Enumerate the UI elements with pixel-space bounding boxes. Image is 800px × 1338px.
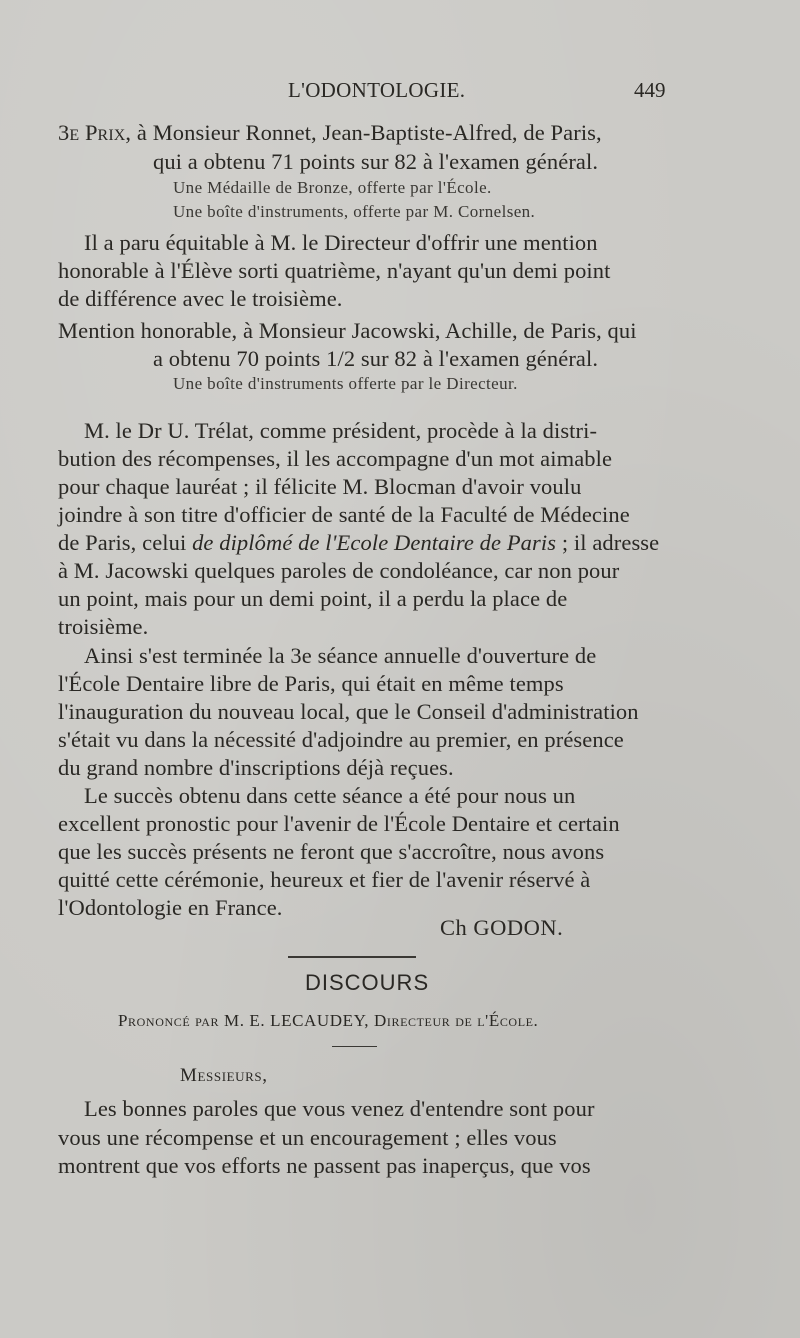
prize3-line1 — [58, 122, 602, 145]
ainsi-line2: l'École Dentaire libre de Paris, qui était en même temps — [58, 671, 564, 696]
ainsi-line4: s'était vu dans la nécessité d'adjoindre au premier, en présence — [58, 727, 624, 752]
ainsi-line5: du grand nombre d'inscriptions déjà reçues. — [58, 755, 454, 780]
trelat-line5-a: de Paris, celui — [58, 530, 193, 555]
succes-line3: que les succès présents ne feront que s'accroître, nous avons — [58, 839, 605, 864]
prize3-award1: Une Médaille de Bronze, offerte par l'École. — [173, 178, 492, 197]
trelat-line5-b: ; il adresse — [556, 530, 660, 555]
section-divider — [288, 956, 416, 958]
mention-para-line1: Il a paru équitable à M. le Directeur d'offrir une mention — [84, 230, 598, 255]
mention-line1: Mention honorable, à Monsieur Jacowski, Achille, de Paris, qui — [58, 318, 637, 343]
trelat-line3: pour chaque lauréat ; il félicite M. Blocman d'avoir voulu — [58, 474, 582, 499]
prize3-line2: qui a obtenu 71 points sur 82 à l'examen général. — [153, 149, 599, 174]
succes-line5: l'Odontologie en France. — [58, 895, 283, 920]
prize3-line1-text: à Monsieur Ronnet, Jean-Baptiste-Alfred, de Paris, — [131, 120, 602, 145]
trelat-line1: M. le Dr U. Trélat, comme président, procède à la distri- — [84, 418, 598, 443]
signature: Ch GODON. — [440, 915, 564, 940]
succes-line1: Le succès obtenu dans cette séance a été pour nous un — [84, 783, 576, 808]
ainsi-line3: l'inauguration du nouveau local, que le Conseil d'administration — [58, 699, 639, 724]
trelat-line8: troisième. — [58, 614, 149, 639]
mention-para-line2: honorable à l'Élève sorti quatrième, n'ayant qu'un demi point — [58, 258, 611, 283]
school-diploma-italic: de diplômé de l'Ecole Dentaire de Paris — [192, 530, 557, 555]
ainsi-line1: Ainsi s'est terminée la 3e séance annuelle d'ouverture de — [84, 643, 597, 668]
byline-divider — [332, 1046, 377, 1047]
running-title: L'ODONTOLOGIE. — [288, 78, 466, 102]
salutation: Messieurs, — [180, 1065, 268, 1086]
trelat-line2: bution des récompenses, il les accompagne d'un mot aimable — [58, 446, 613, 471]
trelat-line6: à M. Jacowski quelques paroles de condoléance, car non pour — [58, 558, 620, 583]
prize3-label: 3e Prix, — [58, 120, 132, 145]
mention-line2: a obtenu 70 points 1/2 sur 82 à l'examen général. — [153, 346, 599, 371]
mention-award: Une boîte d'instruments offerte par le Directeur. — [173, 374, 518, 393]
discours-byline: Prononcé par M. E. LECAUDEY, Directeur de l'École. — [118, 1011, 539, 1030]
discours-line3: montrent que vos efforts ne passent pas inaperçus, que vos — [58, 1153, 591, 1178]
discours-line2: vous une récompense et un encouragement ; elles vous — [58, 1125, 557, 1150]
prize3-award2: Une boîte d'instruments, offerte par M. Cornelsen. — [173, 202, 536, 221]
succes-line2: excellent pronostic pour l'avenir de l'École Dentaire et certain — [58, 811, 620, 836]
mention-para-line3: de différence avec le troisième. — [58, 286, 343, 311]
discours-line1: Les bonnes paroles que vous venez d'entendre sont pour — [84, 1096, 595, 1121]
succes-line4: quitté cette cérémonie, heureux et fier de l'avenir réservé à — [58, 867, 591, 892]
trelat-line5 — [58, 532, 659, 555]
trelat-line7: un point, mais pour un demi point, il a perdu la place de — [58, 586, 568, 611]
trelat-line4: joindre à son titre d'officier de santé de la Faculté de Médecine — [58, 502, 630, 527]
discours-heading: DISCOURS — [305, 970, 430, 995]
page-number: 449 — [634, 78, 666, 102]
